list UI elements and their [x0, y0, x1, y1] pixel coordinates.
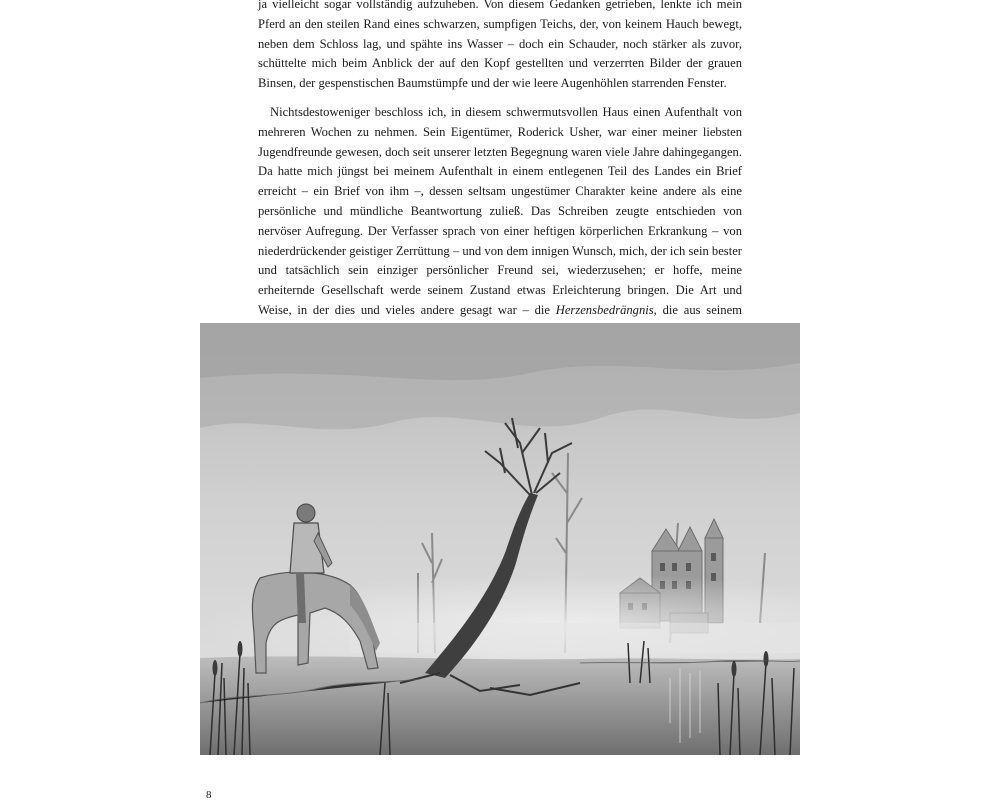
swamp-drawing [200, 323, 800, 755]
body-paragraph-1: ja vielleicht sogar vollständig aufzuheben. Von diesem Gedanken getrieben, lenkte ich mein Pferd an den steilen Rand eines schwarzen, sumpfigen Teichs, der, von keinem Hauch bewegt, neben dem Schloss lag, und spähte ins Wasser – doch ein Schauder, noch stärker als zuvor, schüttelte mich beim Anblick der auf den Kopf gestellten und verzerrten Bilder der grauen Binsen, der gespenstischen Baumstümpfe und der wie leere Augenhöhlen starrenden Fenster. [258, 0, 742, 91]
swamp-illustration [200, 323, 800, 755]
paragraph-2-emphasis: Herzensbedrängnis, [555, 302, 657, 317]
paragraph-2-text-end: die aus seinem [662, 302, 742, 317]
page-number: 8 [206, 789, 212, 801]
paragraph-2-text-start: Nichtsdestoweniger beschloss ich, in diesem schwermutsvollen Haus einen Aufenthalt von mehreren Wochen zu nehmen. Sein Eigentümer, Roderick Usher, war einer meiner liebsten Jugendfreunde gewesen, doch seit unserer letzten Begegnung waren viele Jahre dahingegangen. Da hatte mich jüngst bei meinem Aufenthalt in einem entlegenen Teil des Landes ein Brief erreicht – ein Brief von ihm –, dessen seltsam ungestümer Charakter keine andere als eine persönliche und mündliche Beantwortung zuließ. Das Schreiben zeugte entschieden von nervöser Aufregung. Der Verfasser sprach von einer heftigen körperlichen Erkrankung – von niederdrückender geistiger Zerrüttung – und von dem innigen Wunsch, mich, der ich sein bester und tatsächlich sein einziger persönlicher Freund sei, wiederzusehen; er hoffe, meine erheiternde Gesellschaft werde seinem Zustand etwas Erleichterung bringen. Die Art und Weise, in der dies und vieles andere gesagt war – die [258, 105, 742, 317]
pond-water [200, 656, 800, 755]
body-paragraph-2 [258, 103, 742, 360]
